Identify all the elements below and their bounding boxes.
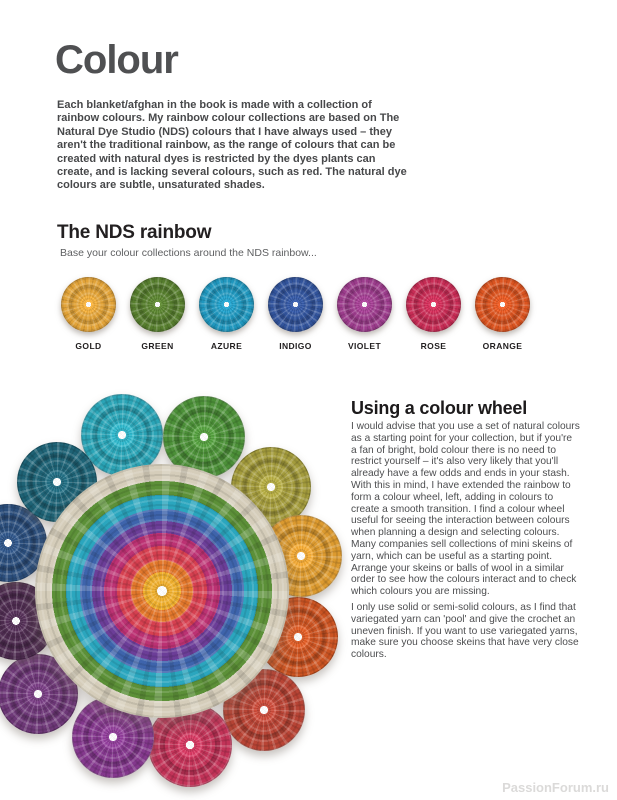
intro-paragraph: Each blanket/afghan in the book is made with a collection of rainbow colours. My rainbow colour collections are based on The Natural Dye Studio (NDS) colours that I have always used – they aren't the traditional rainbow, as the range of colours that can be created with natural dyes is restricted by the dyes plants can create, and is lacking several colours, such as red. The natural dye colours are subtle, unsaturated shades. [57,99,407,192]
swatch-circle-azure [199,277,254,332]
colour-wheel-heading: Using a colour wheel [351,398,528,418]
yarn-swatch [399,277,468,351]
swatch-label: VIOLET [347,341,382,351]
swatch-circle-orange [475,277,530,332]
page-title: Colour [55,38,178,82]
yarn-swatch [468,277,537,351]
swatch-circle-indigo [268,277,323,332]
swatch-circle-gold [61,277,116,332]
nds-rainbow-subheading: Base your colour collections around the NDS rainbow... [60,247,317,259]
colour-wheel-paragraph-1: I would advise that you use a set of natural colours as a starting point for your collection, but if you're a fan of bright, bold colour there is no need to restrict yourself – it's also very likely that you'll already have a few odds and ends in your stash. With this in mind, I have extended the rainbow to form a colour wheel, left, adding in colours to create a smooth transition. I find a colour wheel useful for seeing the interaction between colours when planning a design and selecting colours. Many companies sell collections of mini skeins of yarn, which can be useful as a starting point. Arrange your skeins or balls of wool in a similar order to see how the colours interact and to check which colours you are missing. [351,421,580,598]
colour-wheel-text [351,421,580,665]
swatch-label: GOLD [75,341,102,351]
nds-rainbow-heading: The NDS rainbow [57,222,212,243]
swatch-label: INDIGO [279,341,312,351]
yarn-swatch [261,277,330,351]
wheel-doily [35,464,289,718]
colour-wheel-paragraph-2: I only use solid or semi-solid colours, as I find that variegated yarn can 'pool' and give the crochet an uneven finish. If you want to use variegated yarns, make sure you choose skeins that have very close colours. [351,601,579,661]
swatch-label: ORANGE [482,341,523,351]
swatch-circle-green [130,277,185,332]
swatch-label: AZURE [210,341,243,351]
yarn-swatch-row [54,277,537,351]
watermark: PassionForum.ru [502,780,609,795]
yarn-swatch [330,277,399,351]
swatch-circle-rose [406,277,461,332]
yarn-swatch [123,277,192,351]
swatch-label: ROSE [420,341,447,351]
swatch-label: GREEN [141,341,174,351]
yarn-swatch [54,277,123,351]
swatch-circle-violet [337,277,392,332]
yarn-swatch [192,277,261,351]
